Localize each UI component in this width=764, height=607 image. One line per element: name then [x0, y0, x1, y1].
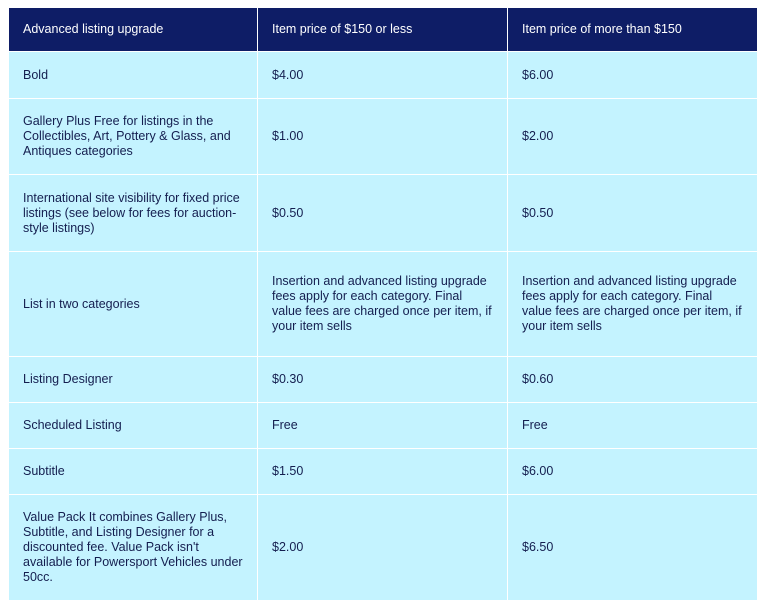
price-low-cell: $1.50 [258, 449, 508, 495]
column-header: Item price of $150 or less [258, 8, 508, 52]
upgrade-name-cell: Gallery Plus Free for listings in the Collectibles, Art, Pottery & Glass, and Antiques categories [9, 99, 258, 175]
column-header: Advanced listing upgrade [9, 8, 258, 52]
price-high-cell: $0.60 [508, 357, 758, 403]
table-row [9, 449, 758, 495]
price-high-cell: $0.50 [508, 175, 758, 252]
price-high-cell: Insertion and advanced listing upgrade fees apply for each category. Final value fees are charged once per item, if your item sells [508, 252, 758, 357]
upgrade-name-cell: Scheduled Listing [9, 403, 258, 449]
table-row [9, 403, 758, 449]
upgrade-name-cell: International site visibility for fixed price listings (see below for fees for auction-style listings) [9, 175, 258, 252]
table-row [9, 175, 758, 252]
price-low-cell: Insertion and advanced listing upgrade fees apply for each category. Final value fees are charged once per item, if your item sells [258, 252, 508, 357]
upgrade-name-cell: Bold [9, 52, 258, 99]
price-high-cell: $6.00 [508, 52, 758, 99]
upgrade-name-cell: List in two categories [9, 252, 258, 357]
price-low-cell: Free [258, 403, 508, 449]
table-row [9, 495, 758, 601]
upgrade-name-cell: Listing Designer [9, 357, 258, 403]
price-low-cell: $2.00 [258, 495, 508, 601]
price-high-cell: $2.00 [508, 99, 758, 175]
fees-table [8, 7, 758, 601]
price-high-cell: $6.50 [508, 495, 758, 601]
upgrade-name-cell: Value Pack It combines Gallery Plus, Subtitle, and Listing Designer for a discounted fee. Value Pack isn't available for Powersport Vehicles under 50cc. [9, 495, 258, 601]
price-high-cell: $6.00 [508, 449, 758, 495]
price-low-cell: $4.00 [258, 52, 508, 99]
upgrade-name-cell: Subtitle [9, 449, 258, 495]
table-row [9, 99, 758, 175]
table-row [9, 252, 758, 357]
table-row [9, 357, 758, 403]
table-row [9, 52, 758, 99]
price-high-cell: Free [508, 403, 758, 449]
column-header: Item price of more than $150 [508, 8, 758, 52]
price-low-cell: $0.50 [258, 175, 508, 252]
price-low-cell: $0.30 [258, 357, 508, 403]
price-low-cell: $1.00 [258, 99, 508, 175]
table-header-row [9, 8, 758, 52]
